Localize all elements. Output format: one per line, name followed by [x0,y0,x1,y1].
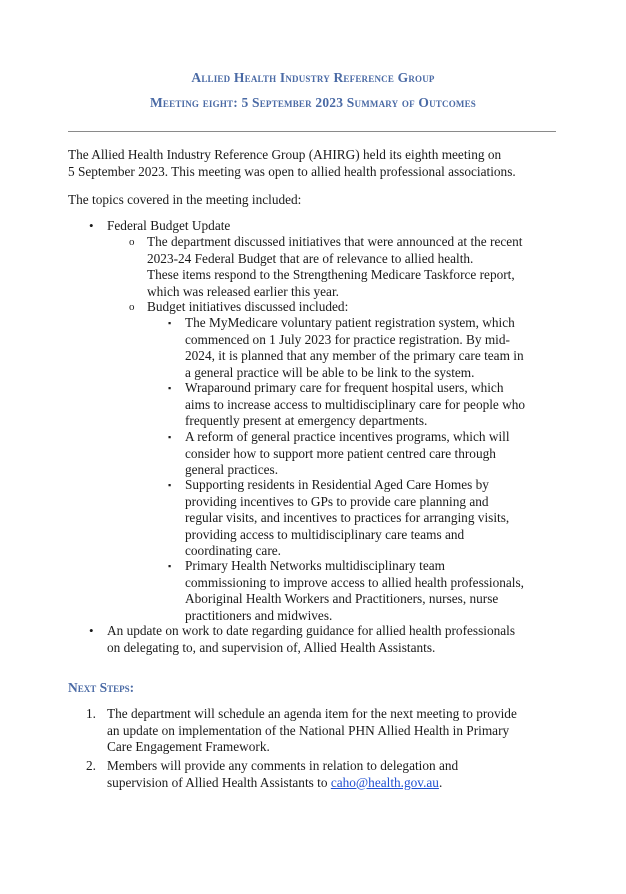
text-line: an update on implementation of the National PHN Allied Health in Primary [107,722,510,738]
text-line: aims to increase access to multidisciplinary care for people who [185,396,526,412]
text-line: These items respond to the Strengthening Medicare Taskforce report, [147,267,515,282]
text-line: commissioning to improve access to allied health professionals, [185,574,524,590]
budget-initiatives-label: Budget initiatives discussed included: [147,299,349,314]
document-title: Allied Health Industry Reference Group [191,70,435,85]
text-line: consider how to support more patient centred care through [185,445,496,461]
text-fragment: . [438,774,443,790]
circle-bullet-icon: o [129,301,135,313]
text-line: providing access to multidisciplinary care teams and [185,526,465,542]
text-fragment: supervision of Allied Health Assistants to [107,774,331,790]
topics-intro: The topics covered in the meeting included: [68,192,302,207]
text-line: Primary Health Networks multidisciplinary team [185,558,445,573]
square-bullet-icon: ▪ [168,318,172,328]
text-line: 2024, it is planned that any member of the primary care team in [185,348,524,363]
text-line: Wraparound primary care for frequent hospital users, which [185,380,504,395]
text-line: which was released earlier this year. [147,283,339,299]
list-number: 1. [86,706,96,721]
text-line [107,775,458,792]
text-line: on delegating to, and supervision of, Allied Health Assistants. [107,639,436,655]
topic-update [107,623,515,656]
text-line: general practices. [185,462,279,477]
square-bullet-icon: ▪ [168,561,172,571]
bullet-icon: • [89,218,94,233]
initiative-item [185,477,509,560]
text-line: practitioners and midwives. [185,607,333,623]
text-line: providing incentives to GPs to provide care planning and [185,493,489,509]
intro-paragraph [68,147,558,180]
text-line: Members will provide any comments in relation to delegation and [107,758,459,773]
square-bullet-icon: ▪ [168,383,172,393]
title-divider [68,131,556,132]
initiative-item [185,380,525,430]
next-step-item [107,758,458,791]
text-line: 2023-24 Federal Budget that are of relevance to allied health. [147,250,474,266]
square-bullet-icon: ▪ [168,432,172,442]
text-line: The department will schedule an agenda item for the next meeting to provide [107,706,517,721]
bullet-icon: • [89,623,94,638]
text-line: coordinating care. [185,543,281,558]
text-line: An update on work to date regarding guidance for allied health professionals [107,623,516,638]
next-steps-heading: Next Steps: [68,680,135,695]
next-step-item [107,706,517,756]
text-line: The department discussed initiatives that were announced at the recent [147,234,523,249]
text-line: Aboriginal Health Workers and Practitioners, nurses, nurse [185,591,499,606]
initiative-item [185,429,510,479]
text-line: A reform of general practice incentives programs, which will [185,429,510,444]
intro-line: The Allied Health Industry Reference Group (AHIRG) held its eighth meeting on [68,147,502,162]
topic-budget-label: Federal Budget Update [107,218,231,233]
document-subtitle: Meeting eight: 5 September 2023 Summary of Outcomes [149,95,477,110]
text-line: regular visits, and incentives to practices for arranging visits, [185,510,510,525]
intro-line: 5 September 2023. This meeting was open to allied health professional associations. [68,163,516,179]
text-line: a general practice will be able to be link to the system. [185,364,475,380]
text-line: frequently present at emergency departments. [185,413,428,428]
text-line: The MyMedicare voluntary patient registration system, which [185,315,515,330]
text-line: commenced on 1 July 2023 for practice registration. By mid- [185,331,510,347]
circle-bullet-icon: o [129,236,135,248]
text-line: Care Engagement Framework. [107,739,270,754]
list-number: 2. [86,758,96,773]
email-link[interactable]: caho@health.gov.au [330,774,439,790]
initiative-item [185,315,524,381]
text-line: Supporting residents in Residential Aged Care Homes by [185,477,489,492]
initiative-item [185,558,524,624]
square-bullet-icon: ▪ [168,480,172,490]
budget-discussion [147,234,523,300]
